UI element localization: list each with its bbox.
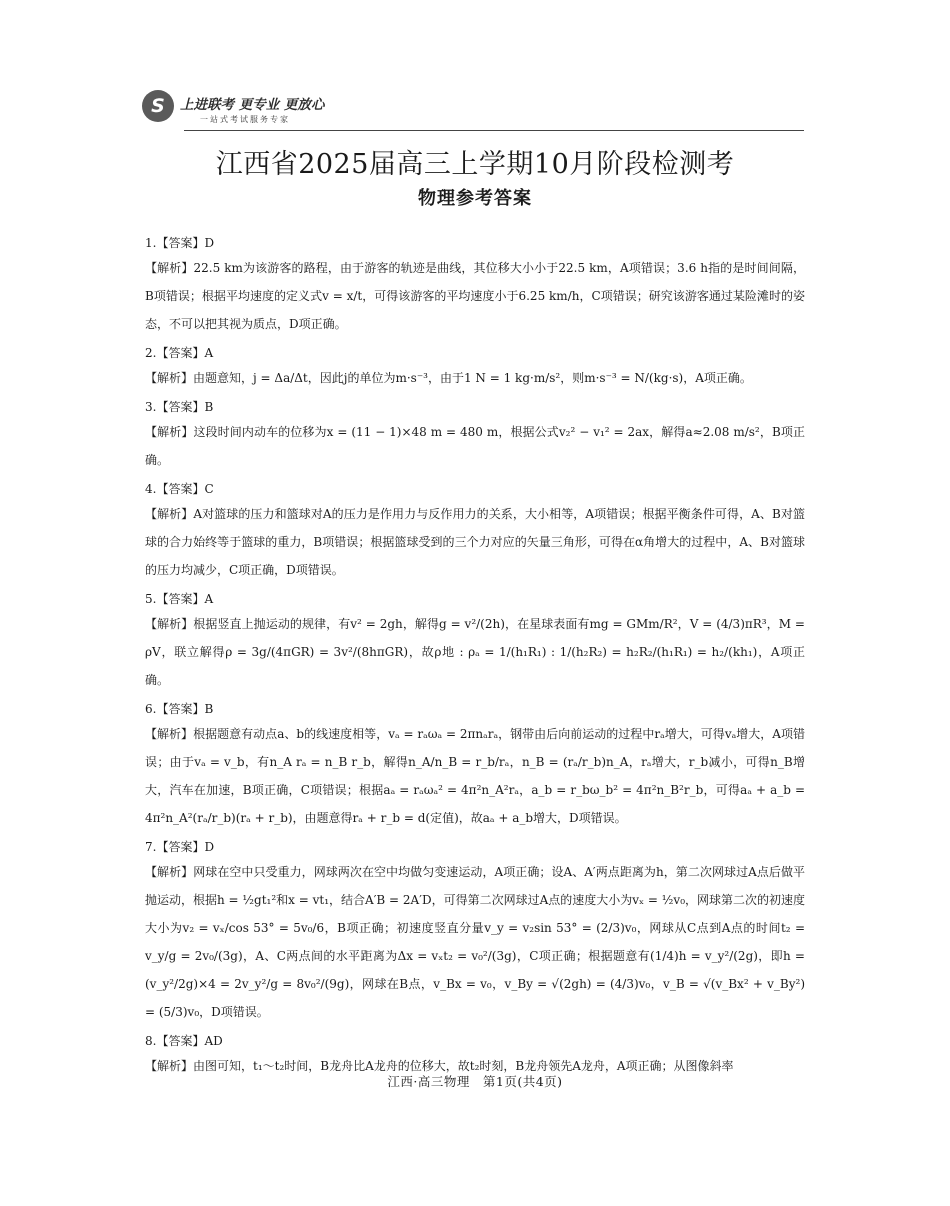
explanation: 【解析】这段时间内动车的位移为x = (11 − 1)×48 m = 480 m，根据公式v₂² − v₁² = 2ax，解得a≈2.08 m/s²，B项正确。 xyxy=(145,425,805,467)
answer-line: 1.【答案】D xyxy=(145,236,215,250)
question-item xyxy=(145,342,805,392)
answer-line: 8.【答案】AD xyxy=(145,1034,223,1048)
explanation: 【解析】网球在空中只受重力，网球两次在空中均做匀变速运动，A项正确；设A、A′两点距离为h，第二次网球过A点后做平抛运动，根据h = ½gt₁²和x = vt₁，结合A′B = 2A′D，可得第二次网球过A点的速度大小为vₓ = ½v₀，网球第二次的初速度大小为v₂ = vₓ/cos 53° = 5v₀/6，B项正确；初速度竖直分量v_y = v₂sin 53° = (2/3)v₀，网球从C点到A点的时间t₂ = v_y/g = 2v₀/(3g)，A、C两点间的水平距离为Δx = vₓt₂ = v₀²/(3g)，C项正确；根据题意有(1/4)h = v_y²/(2g)，即h = (v_y²/2g)×4 = 2v_y²/g = 8v₀²/(9g)，网球在B点，v_Bx = v₀，v_By = √(2gh) = (4/3)v₀，v_B = √(v_Bx² + v_By²) = (5/3)v₀，D项错误。 xyxy=(145,865,806,1019)
logo-icon: S xyxy=(142,90,174,122)
answer-line: 2.【答案】A xyxy=(145,346,214,360)
explanation: 【解析】根据竖直上抛运动的规律，有v² = 2gh，解得g = v²/(2h)，在星球表面有mg = GMm/R²，V = (4/3)πR³，M = ρV，联立解得ρ = 3g/(4πGR) = 3v²/(8hπGR)，故ρ地 : ρₐ = 1/(h₁R₁) : 1/(h₂R₂) = h₂R₂/(h₁R₁) = h₂/(kh₁)，A项正确。 xyxy=(145,617,805,687)
question-item xyxy=(145,698,805,832)
page-title: 江西省2025届高三上学期10月阶段检测考 xyxy=(215,149,735,180)
answer-line: 4.【答案】C xyxy=(145,482,214,496)
explanation: 【解析】由图可知，t₁～t₂时间，B龙舟比A龙舟的位移大，故t₂时刻，B龙舟领先A龙舟，A项正确；从图像斜率 xyxy=(145,1059,734,1073)
answer-line: 7.【答案】D xyxy=(145,840,215,854)
question-item xyxy=(145,232,805,338)
page-subtitle: 物理参考答案 xyxy=(418,188,532,209)
logo-subtitle: 一站式考试服务专家 xyxy=(200,115,290,124)
logo-slogan: 上进联考 更专业 更放心 xyxy=(180,97,325,113)
answer-line: 5.【答案】A xyxy=(145,592,214,606)
answer-line: 6.【答案】B xyxy=(145,702,214,716)
answer-list xyxy=(145,232,805,1084)
answer-line: 3.【答案】B xyxy=(145,400,214,414)
page-footer: 江西·高三物理 第1页(共4页) xyxy=(387,1074,563,1089)
question-item xyxy=(145,396,805,474)
header-divider xyxy=(184,130,804,131)
question-item xyxy=(145,588,805,694)
brand-header xyxy=(142,86,325,132)
explanation: 【解析】22.5 km为该游客的路程，由于游客的轨迹是曲线，其位移大小小于22.5 km，A项错误；3.6 h指的是时间间隔，B项错误；根据平均速度的定义式v = x/t，可得该游客的平均速度小于6.25 km/h，C项错误；研究该游客通过某险滩时的姿态，不可以把其视为质点，D项正确。 xyxy=(145,261,805,331)
question-item xyxy=(145,478,805,584)
explanation: 【解析】根据题意有动点a、b的线速度相等，vₐ = rₐωₐ = 2πnₐrₐ，钢带由后向前运动的过程中rₐ增大，可得vₐ增大，A项错误；由于vₐ = v_b，有n_A rₐ = n_B r_b，解得n_A/n_B = r_b/rₐ，n_B = (rₐ/r_b)n_A，rₐ增大，r_b减小，可得n_B增大，汽车在加速，B项正确，C项错误；根据aₐ = rₐωₐ² = 4π²n_A²rₐ，a_b = r_bω_b² = 4π²n_B²r_b，可得aₐ + a_b = 4π²n_A²(rₐ/r_b)(rₐ + r_b)，由题意得rₐ + r_b = d(定值)，故aₐ + a_b增大，D项错误。 xyxy=(145,727,805,825)
question-item xyxy=(145,836,805,1026)
explanation: 【解析】由题意知，j = Δa/Δt，因此j的单位为m·s⁻³，由于1 N = 1 kg·m/s²，则m·s⁻³ = N/(kg·s)，A项正确。 xyxy=(145,371,752,385)
explanation: 【解析】A对篮球的压力和篮球对A的压力是作用力与反作用力的关系，大小相等，A项错误；根据平衡条件可得，A、B对篮球的合力始终等于篮球的重力，B项错误；根据篮球受到的三个力对应的矢量三角形，可得在α角增大的过程中，A、B对篮球的压力均减少，C项正确，D项错误。 xyxy=(145,507,805,577)
